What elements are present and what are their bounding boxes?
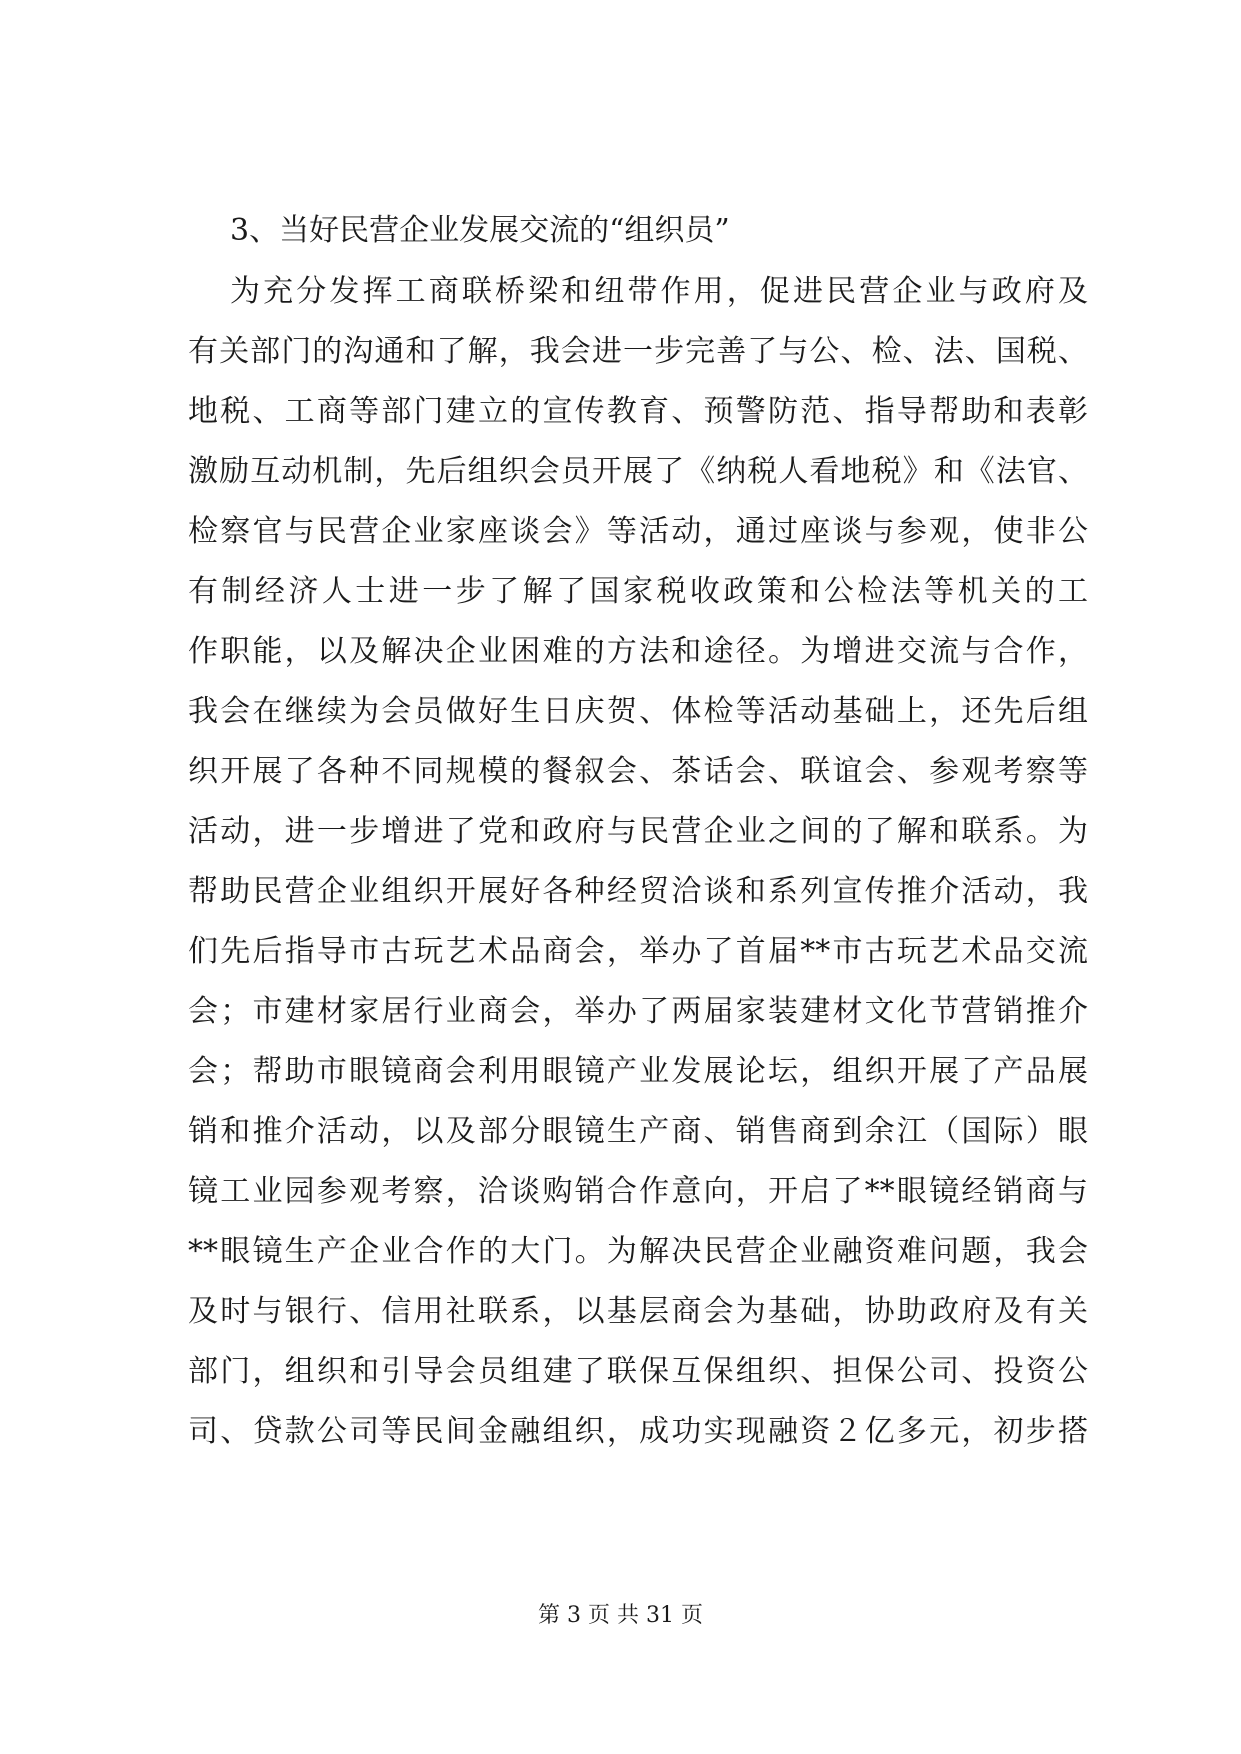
paragraph-line: 我会在继续为会员做好生日庆贺、体检等活动基础上，还先后组 (188, 694, 1088, 729)
paragraph-line: 及时与银行、信用社联系，以基层商会为基础，协助政府及有关 (188, 1294, 1088, 1329)
paragraph-line: 有制经济人士进一步了解了国家税收政策和公检法等机关的工 (188, 574, 1088, 609)
paragraph-line: 为充分发挥工商联桥梁和纽带作用，促进民营企业与政府及 (230, 274, 1088, 309)
paragraph-line: 活动，进一步增进了党和政府与民营企业之间的了解和联系。为 (188, 814, 1088, 849)
paragraph-line: 激励互动机制，先后组织会员开展了《纳税人看地税》和《法官、 (188, 454, 1088, 489)
paragraph-line: 帮助民营企业组织开展好各种经贸洽谈和系列宣传推介活动，我 (188, 874, 1088, 909)
paragraph-line: 销和推介活动，以及部分眼镜生产商、销售商到余江（国际）眼 (188, 1114, 1088, 1149)
paragraph-line: 地税、工商等部门建立的宣传教育、预警防范、指导帮助和表彰 (188, 394, 1088, 429)
paragraph-line: 有关部门的沟通和了解，我会进一步完善了与公、检、法、国税、 (188, 334, 1088, 369)
paragraph-line: 检察官与民营企业家座谈会》等活动，通过座谈与参观，使非公 (188, 514, 1088, 549)
paragraph-line: 司、贷款公司等民间金融组织，成功实现融资２亿多元，初步搭 (188, 1414, 1088, 1449)
paragraph-line: 作职能，以及解决企业困难的方法和途径。为增进交流与合作， (188, 634, 1088, 669)
paragraph-line: **眼镜生产企业合作的大门。为解决民营企业融资难问题，我会 (188, 1234, 1088, 1269)
paragraph-line: 织开展了各种不同规模的餐叙会、茶话会、联谊会、参观考察等 (188, 754, 1088, 789)
paragraph-line: 部门，组织和引导会员组建了联保互保组织、担保公司、投资公 (188, 1354, 1088, 1389)
paragraph-line: 们先后指导市古玩艺术品商会，举办了首届**市古玩艺术品交流 (188, 934, 1088, 969)
section-heading: 3、当好民营企业发展交流的“组织员” (230, 213, 730, 248)
paragraph-line: 镜工业园参观考察，洽谈购销合作意向，开启了**眼镜经销商与 (188, 1174, 1088, 1209)
paragraph-line: 会；市建材家居行业商会，举办了两届家装建材文化节营销推介 (188, 994, 1088, 1029)
page-number-footer: 第 3 页 共 31 页 (538, 1603, 703, 1628)
paragraph-line: 会；帮助市眼镜商会利用眼镜产业发展论坛，组织开展了产品展 (188, 1054, 1088, 1089)
